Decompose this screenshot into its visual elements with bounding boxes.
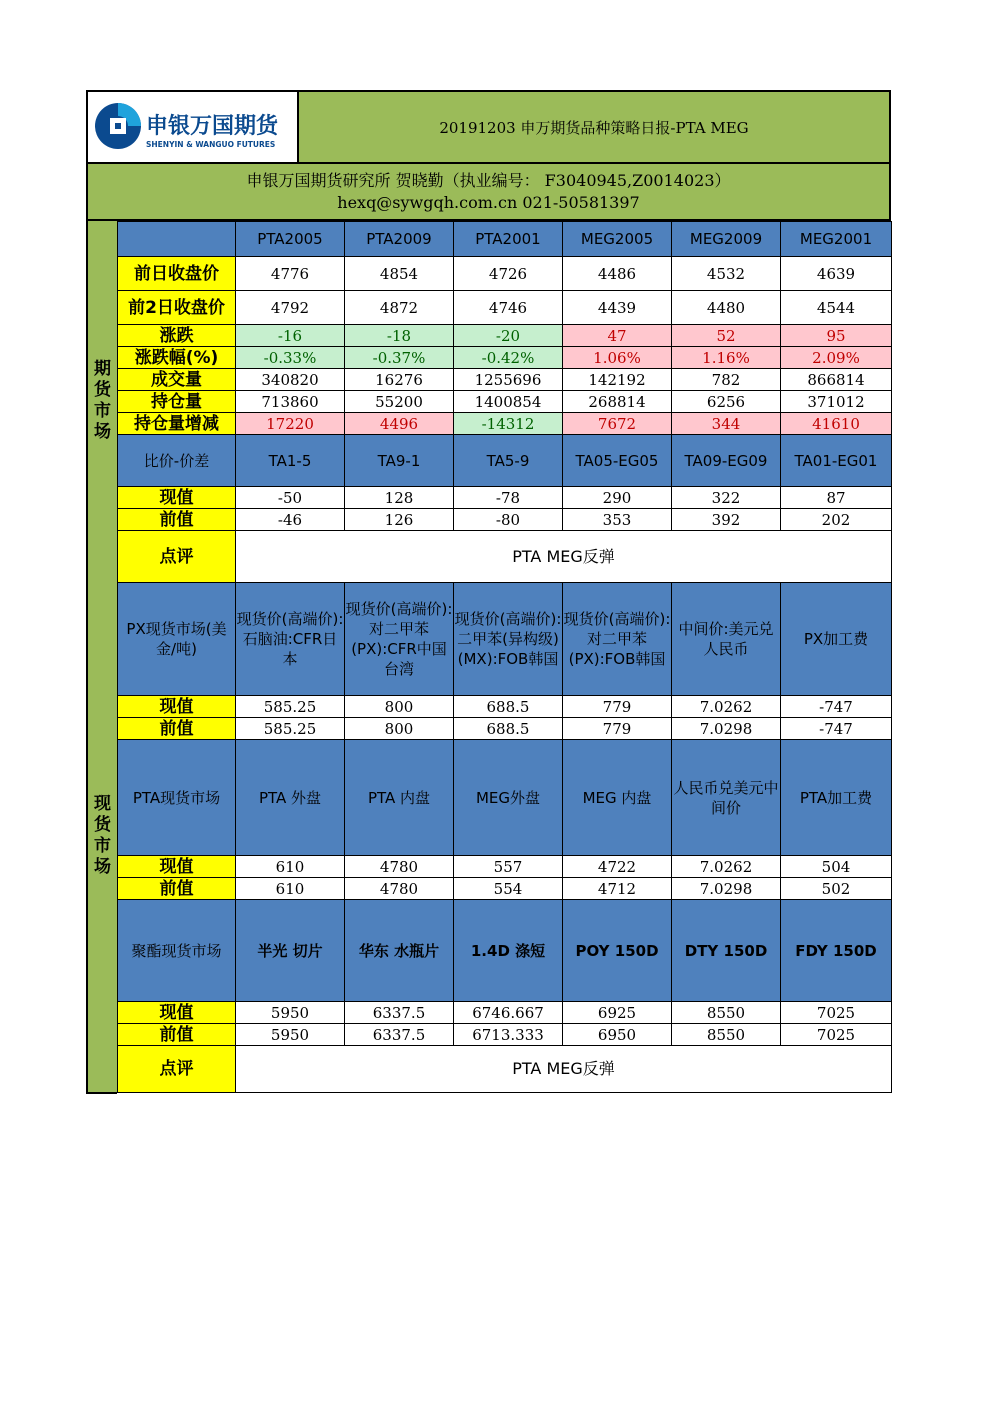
polyester-label: 聚酯现货市场 [118, 900, 236, 1002]
futures-value: -0.33% [236, 347, 345, 369]
company-logo [88, 92, 288, 162]
futures-value: 4792 [236, 291, 345, 325]
futures-value: 1255696 [454, 369, 563, 391]
px-header: 现货价(高端价):对二甲苯(PX):CFR中国台湾 [345, 583, 454, 696]
futures-value: 55200 [345, 391, 454, 413]
px-label: PX现货市场(美金/吨) [118, 583, 236, 696]
futures-value: 344 [672, 413, 781, 435]
polyester-header: 华东 水瓶片 [345, 900, 454, 1002]
px-header-row [118, 583, 892, 696]
futures-value: 6256 [672, 391, 781, 413]
pta-spot-header: 人民币兑美元中间价 [672, 740, 781, 856]
spread-value: 353 [563, 509, 672, 531]
futures-row-label: 持仓量 [118, 391, 236, 413]
contract-header: PTA2005 [236, 222, 345, 257]
comment-row [118, 531, 892, 583]
futures-value: -0.37% [345, 347, 454, 369]
comment-text: PTA MEG反弹 [236, 531, 892, 583]
px-value: 779 [563, 718, 672, 740]
spread-label: 比价-价差 [118, 435, 236, 487]
polyester-row-label: 前值 [118, 1024, 236, 1046]
logo-area [88, 92, 299, 162]
px-header: 中间价:美元兑人民币 [672, 583, 781, 696]
futures-value: 4746 [454, 291, 563, 325]
spread-current-row [118, 487, 892, 509]
polyester-header: FDY 150D [781, 900, 892, 1002]
futures-row [118, 391, 892, 413]
comment-label: 点评 [118, 531, 236, 583]
futures-row-label: 持仓量增减 [118, 413, 236, 435]
futures-row-label: 涨跌 [118, 325, 236, 347]
futures-value: 4480 [672, 291, 781, 325]
polyester-value: 8550 [672, 1002, 781, 1024]
spread-value: -80 [454, 509, 563, 531]
spread-value: -50 [236, 487, 345, 509]
futures-section-label: 期 货 市 场 [94, 359, 111, 442]
futures-value: 4872 [345, 291, 454, 325]
spot-section-label: 现 货 市 场 [94, 794, 111, 877]
contract-header: MEG2005 [563, 222, 672, 257]
polyester-current-row [118, 1002, 892, 1024]
px-value: 7.0262 [672, 696, 781, 718]
futures-value: -16 [236, 325, 345, 347]
spread-row-label: 前值 [118, 509, 236, 531]
contract-header: PTA2009 [345, 222, 454, 257]
polyester-value: 5950 [236, 1024, 345, 1046]
px-header: PX加工费 [781, 583, 892, 696]
futures-row-label: 涨跌幅(%) [118, 347, 236, 369]
polyester-value: 6337.5 [345, 1002, 454, 1024]
spread-header-row [118, 435, 892, 487]
futures-value: 41610 [781, 413, 892, 435]
pta-spot-previous-row [118, 878, 892, 900]
spread-value: -78 [454, 487, 563, 509]
futures-value: 95 [781, 325, 892, 347]
polyester-value: 6746.667 [454, 1002, 563, 1024]
futures-value: 4439 [563, 291, 672, 325]
futures-row [118, 347, 892, 369]
futures-value: 4776 [236, 257, 345, 291]
contract-header: PTA2001 [454, 222, 563, 257]
spread-value: 126 [345, 509, 454, 531]
pta-spot-value: 554 [454, 878, 563, 900]
logo-en-text: SHENYIN & WANGUO FUTURES [146, 140, 276, 149]
px-row-label: 现值 [118, 696, 236, 718]
analyst-line: 申银万国期货研究所 贺晓勤（执业编号： F3040945,Z0014023） [246, 170, 731, 190]
futures-value: 142192 [563, 369, 672, 391]
polyester-header: 半光 切片 [236, 900, 345, 1002]
px-header: 现货价(高端价):石脑油:CFR日本 [236, 583, 345, 696]
px-header: 现货价(高端价):二甲苯(异构级)(MX):FOB韩国 [454, 583, 563, 696]
spread-row-label: 现值 [118, 487, 236, 509]
futures-value: 782 [672, 369, 781, 391]
contract-header: MEG2001 [781, 222, 892, 257]
spread-value: 128 [345, 487, 454, 509]
spread-header: TA09-EG09 [672, 435, 781, 487]
pta-spot-value: 610 [236, 878, 345, 900]
polyester-value: 8550 [672, 1024, 781, 1046]
futures-value: 4532 [672, 257, 781, 291]
px-value: -747 [781, 718, 892, 740]
futures-value: 4486 [563, 257, 672, 291]
contact-line: hexq@sywgqh.com.cn 021-50581397 [337, 192, 640, 212]
px-value: 688.5 [454, 718, 563, 740]
pta-spot-header: MEG 内盘 [563, 740, 672, 856]
polyester-value: 6950 [563, 1024, 672, 1046]
futures-value: 4639 [781, 257, 892, 291]
futures-value: -0.42% [454, 347, 563, 369]
pta-spot-value: 504 [781, 856, 892, 878]
polyester-value: 6337.5 [345, 1024, 454, 1046]
pta-spot-current-row [118, 856, 892, 878]
pta-spot-header: PTA 内盘 [345, 740, 454, 856]
pta-spot-row-label: 前值 [118, 878, 236, 900]
comment-row-2 [118, 1046, 892, 1093]
section-side-column [86, 221, 117, 1094]
px-previous-row [118, 718, 892, 740]
futures-value: 7672 [563, 413, 672, 435]
pta-spot-value: 502 [781, 878, 892, 900]
pta-spot-header: MEG外盘 [454, 740, 563, 856]
contract-header: MEG2009 [672, 222, 781, 257]
polyester-value: 6925 [563, 1002, 672, 1024]
futures-value: 268814 [563, 391, 672, 413]
futures-value: 4544 [781, 291, 892, 325]
futures-value: 47 [563, 325, 672, 347]
pta-spot-value: 4780 [345, 878, 454, 900]
px-value: 585.25 [236, 696, 345, 718]
pta-spot-header-row [118, 740, 892, 856]
report-title: 20191203 申万期货品种策略日报-PTA MEG [299, 92, 889, 162]
pta-spot-value: 4712 [563, 878, 672, 900]
polyester-value: 7025 [781, 1024, 892, 1046]
px-row-label: 前值 [118, 718, 236, 740]
pta-spot-value: 4722 [563, 856, 672, 878]
px-value: -747 [781, 696, 892, 718]
report-header [86, 90, 891, 162]
spread-header: TA01-EG01 [781, 435, 892, 487]
futures-row [118, 257, 892, 291]
px-value: 688.5 [454, 696, 563, 718]
futures-row-label: 前2日收盘价 [118, 291, 236, 325]
spread-value: 322 [672, 487, 781, 509]
polyester-row-label: 现值 [118, 1002, 236, 1024]
futures-row [118, 413, 892, 435]
futures-value: 713860 [236, 391, 345, 413]
px-current-row [118, 696, 892, 718]
px-value: 585.25 [236, 718, 345, 740]
spread-header: TA05-EG05 [563, 435, 672, 487]
polyester-header-row [118, 900, 892, 1002]
px-value: 7.0298 [672, 718, 781, 740]
polyester-previous-row [118, 1024, 892, 1046]
spread-previous-row [118, 509, 892, 531]
pta-spot-value: 557 [454, 856, 563, 878]
pta-spot-value: 4780 [345, 856, 454, 878]
futures-value: 4854 [345, 257, 454, 291]
px-value: 800 [345, 696, 454, 718]
comment-label: 点评 [118, 1046, 236, 1093]
spread-header: TA9-1 [345, 435, 454, 487]
analyst-info [86, 162, 891, 221]
futures-value: -20 [454, 325, 563, 347]
px-value: 800 [345, 718, 454, 740]
futures-corner-cell [118, 222, 236, 257]
futures-value: 1400854 [454, 391, 563, 413]
pta-spot-header: PTA加工费 [781, 740, 892, 856]
futures-value: 4496 [345, 413, 454, 435]
polyester-header: 1.4D 涤短 [454, 900, 563, 1002]
pta-spot-header: PTA 外盘 [236, 740, 345, 856]
pta-spot-value: 7.0262 [672, 856, 781, 878]
futures-row [118, 291, 892, 325]
spread-value: 87 [781, 487, 892, 509]
futures-value: 17220 [236, 413, 345, 435]
px-value: 779 [563, 696, 672, 718]
polyester-value: 6713.333 [454, 1024, 563, 1046]
futures-row-label: 前日收盘价 [118, 257, 236, 291]
futures-value: 52 [672, 325, 781, 347]
futures-value: 16276 [345, 369, 454, 391]
spread-value: 202 [781, 509, 892, 531]
futures-value: -18 [345, 325, 454, 347]
polyester-header: DTY 150D [672, 900, 781, 1002]
spread-value: 392 [672, 509, 781, 531]
futures-value: 340820 [236, 369, 345, 391]
futures-value: 371012 [781, 391, 892, 413]
polyester-header: POY 150D [563, 900, 672, 1002]
futures-row [118, 369, 892, 391]
futures-value: 1.16% [672, 347, 781, 369]
futures-value: 4726 [454, 257, 563, 291]
pta-spot-value: 7.0298 [672, 878, 781, 900]
futures-row-label: 成交量 [118, 369, 236, 391]
pta-spot-row-label: 现值 [118, 856, 236, 878]
futures-row [118, 325, 892, 347]
spread-header: TA1-5 [236, 435, 345, 487]
strategy-table [117, 221, 892, 1093]
pta-spot-value: 610 [236, 856, 345, 878]
futures-value: 2.09% [781, 347, 892, 369]
spread-value: -46 [236, 509, 345, 531]
comment-text: PTA MEG反弹 [236, 1046, 892, 1093]
spread-header: TA5-9 [454, 435, 563, 487]
pta-spot-label: PTA现货市场 [118, 740, 236, 856]
futures-value: 1.06% [563, 347, 672, 369]
logo-cn-text: 申银万国期货 [146, 114, 279, 139]
futures-value: -14312 [454, 413, 563, 435]
polyester-value: 5950 [236, 1002, 345, 1024]
polyester-value: 7025 [781, 1002, 892, 1024]
spread-value: 290 [563, 487, 672, 509]
futures-header-row [118, 222, 892, 257]
px-header: 现货价(高端价):对二甲苯(PX):FOB韩国 [563, 583, 672, 696]
futures-value: 866814 [781, 369, 892, 391]
